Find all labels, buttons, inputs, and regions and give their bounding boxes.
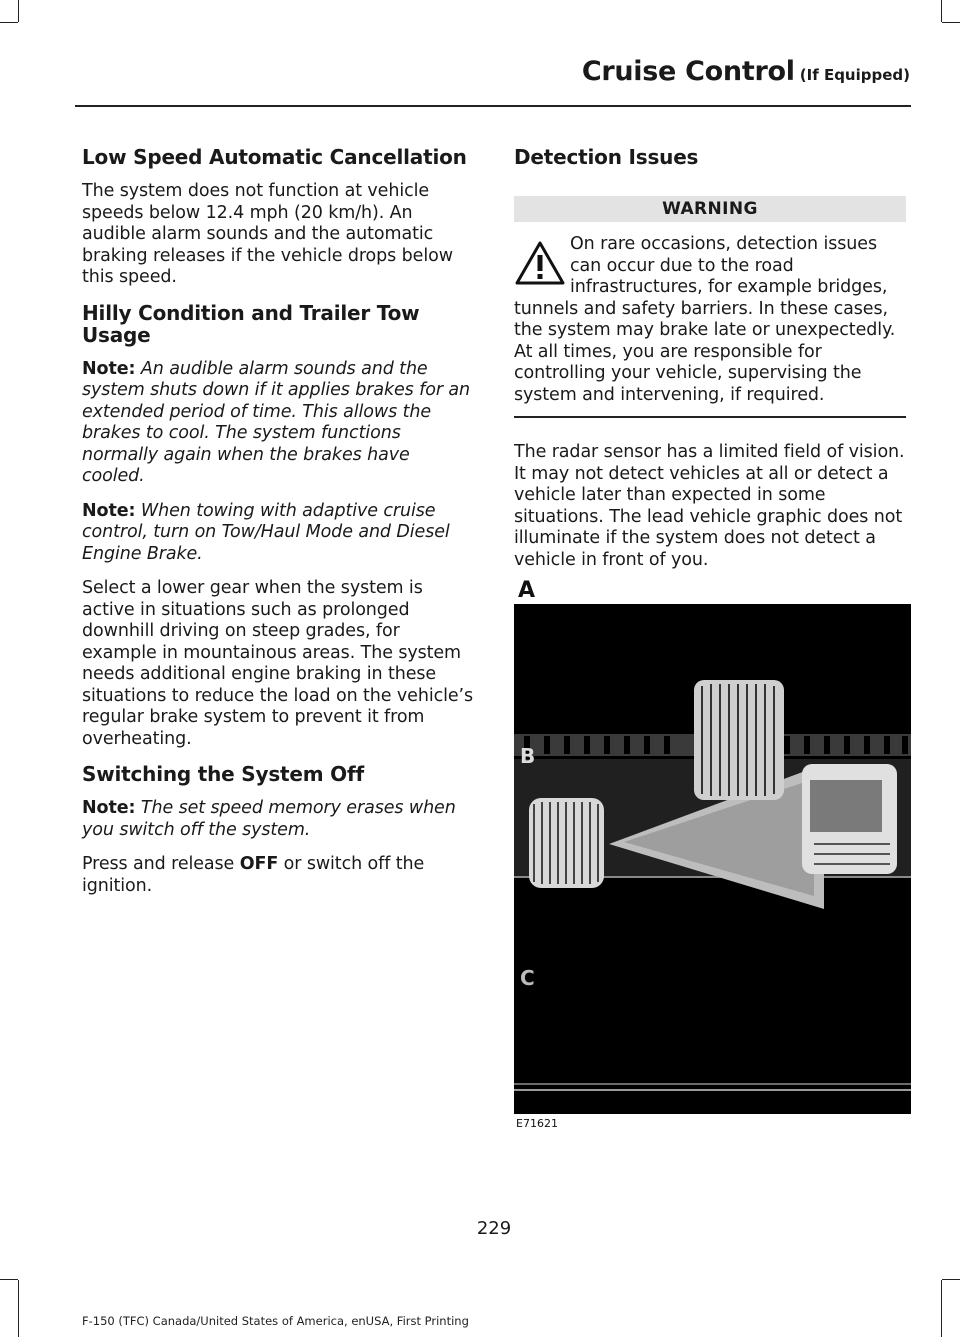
right-column bbox=[514, 146, 906, 584]
off-keyword: OFF bbox=[239, 854, 279, 874]
note-label: Note: bbox=[82, 358, 136, 379]
warning-rule bbox=[514, 416, 906, 418]
radar-figure-graphic bbox=[514, 604, 911, 1114]
left-column bbox=[82, 146, 475, 910]
warning-triangle-icon bbox=[514, 240, 566, 286]
figure-label-b: B bbox=[520, 744, 536, 768]
heading-low-speed: Low Speed Automatic Cancellation bbox=[82, 145, 467, 169]
note-towing bbox=[82, 501, 475, 566]
figure-code: E71621 bbox=[516, 1117, 558, 1130]
text: or switch off the ignition. bbox=[82, 854, 425, 896]
warning-text: On rare occasions, detection issues can occur due to the road infrastructures, for example bridges, tunnels and safety barriers. In these cases, the system may brake late or unexpectedly. At all times, you are responsible for controlling your vehicle, supervising the system and intervening, if required. bbox=[514, 234, 896, 405]
figure-label-c: C bbox=[520, 966, 535, 990]
crop-mark bbox=[18, 1280, 19, 1337]
text: Press and release bbox=[82, 854, 240, 874]
paragraph-press-off bbox=[82, 854, 475, 897]
page-title: Cruise Control bbox=[581, 56, 795, 87]
paragraph-low-speed: The system does not function at vehicle speeds below 12.4 mph (20 km/h). An audible alarm sounds and the automatic braking releases if the vehicle drops below this speed. bbox=[82, 181, 453, 287]
crop-mark bbox=[941, 1280, 942, 1337]
page-footer: F-150 (TFC) Canada/United States of America, enUSA, First Printing bbox=[82, 1314, 469, 1328]
note-text: The set speed memory erases when you switch off the system. bbox=[82, 798, 456, 840]
note-memory bbox=[82, 798, 475, 841]
page-number: 229 bbox=[476, 1218, 512, 1239]
crop-mark bbox=[941, 0, 942, 22]
header-rule bbox=[75, 105, 911, 107]
crop-mark bbox=[942, 1279, 960, 1280]
crop-mark bbox=[0, 1279, 18, 1280]
warning-box bbox=[514, 234, 906, 406]
paragraph-lower-gear: Select a lower gear when the system is active in situations such as prolonged downhill driving on steep grades, for example in mountainous areas. The system needs additional engine braking in these situations to reduce the load on the vehicle’s regular brake system to prevent it from overheating. bbox=[82, 578, 474, 749]
warning-title: WARNING bbox=[514, 196, 906, 222]
page-header bbox=[0, 56, 910, 87]
figure-label-a: A bbox=[518, 578, 536, 603]
heading-detection-issues: Detection Issues bbox=[514, 145, 699, 169]
crop-mark bbox=[942, 22, 960, 23]
note-label: Note: bbox=[82, 500, 136, 521]
crop-mark bbox=[0, 22, 18, 23]
paragraph-radar-sensor: The radar sensor has a limited field of vision. It may not detect vehicles at all or detect a vehicle later than expected in some situations. The lead vehicle graphic does not illuminate if the system does not detect a vehicle in front of you. bbox=[514, 442, 905, 570]
heading-hilly-condition: Hilly Condition and Trailer Tow Usage bbox=[82, 300, 420, 347]
note-brakes bbox=[82, 359, 475, 488]
heading-switching-off: Switching the System Off bbox=[82, 762, 364, 786]
radar-figure bbox=[514, 604, 911, 1114]
note-label: Note: bbox=[82, 798, 136, 818]
note-text: When towing with adaptive cruise control, turn on Tow/Haul Mode and Diesel Engine Brake. bbox=[82, 500, 450, 564]
page-subtitle: (If Equipped) bbox=[799, 66, 910, 84]
note-text: An audible alarm sounds and the system shuts down if it applies brakes for an extended period of time. This allows the brakes to cool. The system functions normally again when the brakes have cooled. bbox=[82, 358, 470, 486]
crop-mark bbox=[18, 0, 19, 22]
